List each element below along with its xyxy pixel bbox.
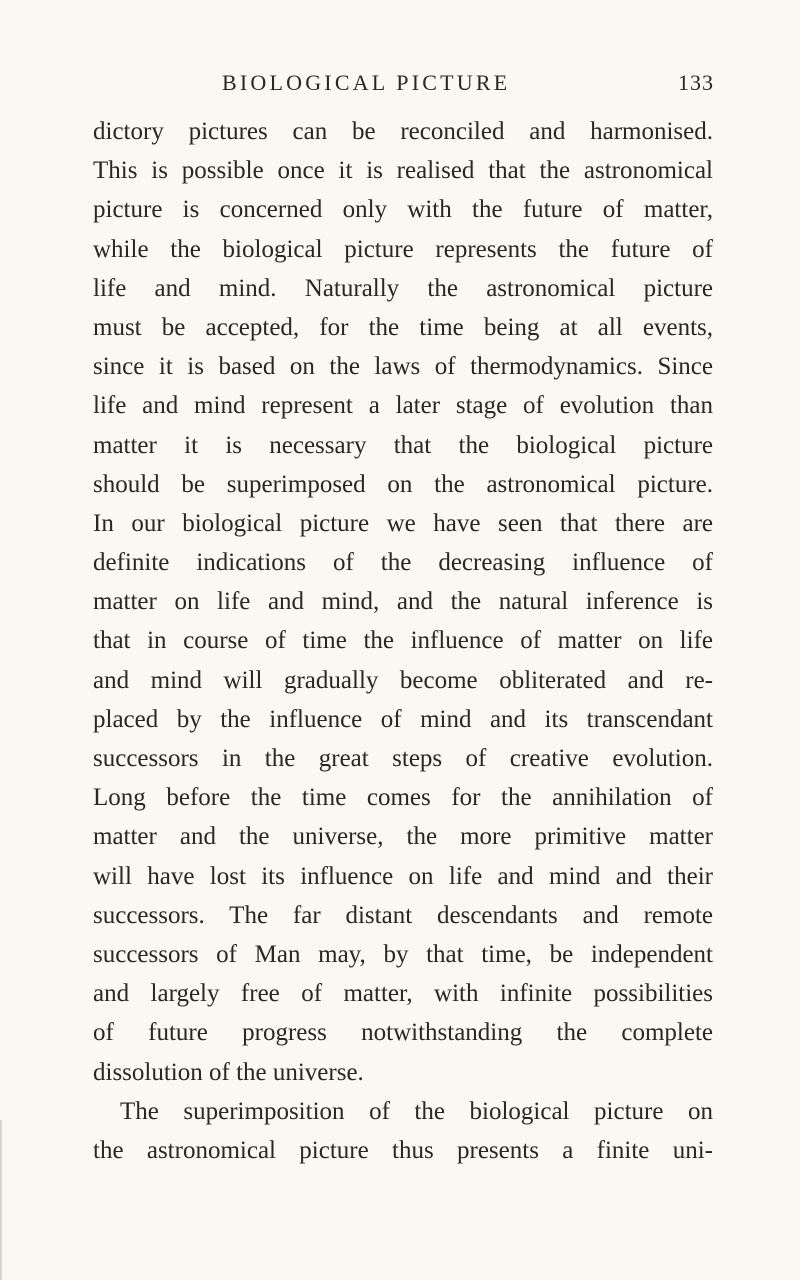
text-line: will have lost its influence on life and mind and their [93, 862, 713, 890]
text-line: placed by the influence of mind and its transcendant [93, 705, 713, 733]
text-line: and mind will gradually become obliterated and re- [93, 666, 713, 694]
text-line: the astronomical picture thus presents a finite uni- [93, 1136, 713, 1164]
running-head-title: BIOLOGICAL PICTURE [222, 70, 511, 95]
text-line: matter and the universe, the more primitive matter [93, 823, 713, 851]
text-line-paragraph-end: dissolution of the universe. [93, 1058, 364, 1086]
text-line: This is possible once it is realised that the astronomical [93, 157, 713, 185]
text-line: In our biological picture we have seen that there are [93, 509, 713, 537]
text-line: matter it is necessary that the biological picture [93, 431, 713, 459]
page-number: 133 [678, 70, 714, 95]
text-line-paragraph-start: The superimposition of the biological picture on [120, 1097, 713, 1125]
text-line: that in course of time the influence of matter on life [93, 627, 713, 655]
text-line: life and mind represent a later stage of evolution than [93, 392, 713, 420]
text-line: successors of Man may, by that time, be independent [93, 940, 713, 968]
text-line: Long before the time comes for the annihilation of [93, 784, 713, 812]
text-line: successors in the great steps of creative evolution. [93, 745, 713, 772]
text-line: dictory pictures can be reconciled and harmonised. [93, 118, 713, 145]
text-line: and largely free of matter, with infinite possibilities [93, 980, 713, 1008]
text-line: life and mind. Naturally the astronomical picture [93, 274, 713, 302]
text-line: since it is based on the laws of thermodynamics. Since [93, 353, 713, 381]
text-line: picture is concerned only with the future of matter, [93, 196, 713, 224]
text-line: successors. The far distant descendants and remote [93, 901, 713, 929]
body-text [93, 112, 713, 1170]
text-line: matter on life and mind, and the natural inference is [93, 588, 713, 616]
text-line: must be accepted, for the time being at all events, [93, 313, 713, 341]
text-line: of future progress notwithstanding the complete [93, 1019, 713, 1047]
text-line: while the biological picture represents the future of [93, 235, 713, 263]
text-line: definite indications of the decreasing influence of [93, 549, 713, 577]
page-edge-shadow [0, 1120, 2, 1280]
text-line: should be superimposed on the astronomical picture. [93, 470, 713, 498]
